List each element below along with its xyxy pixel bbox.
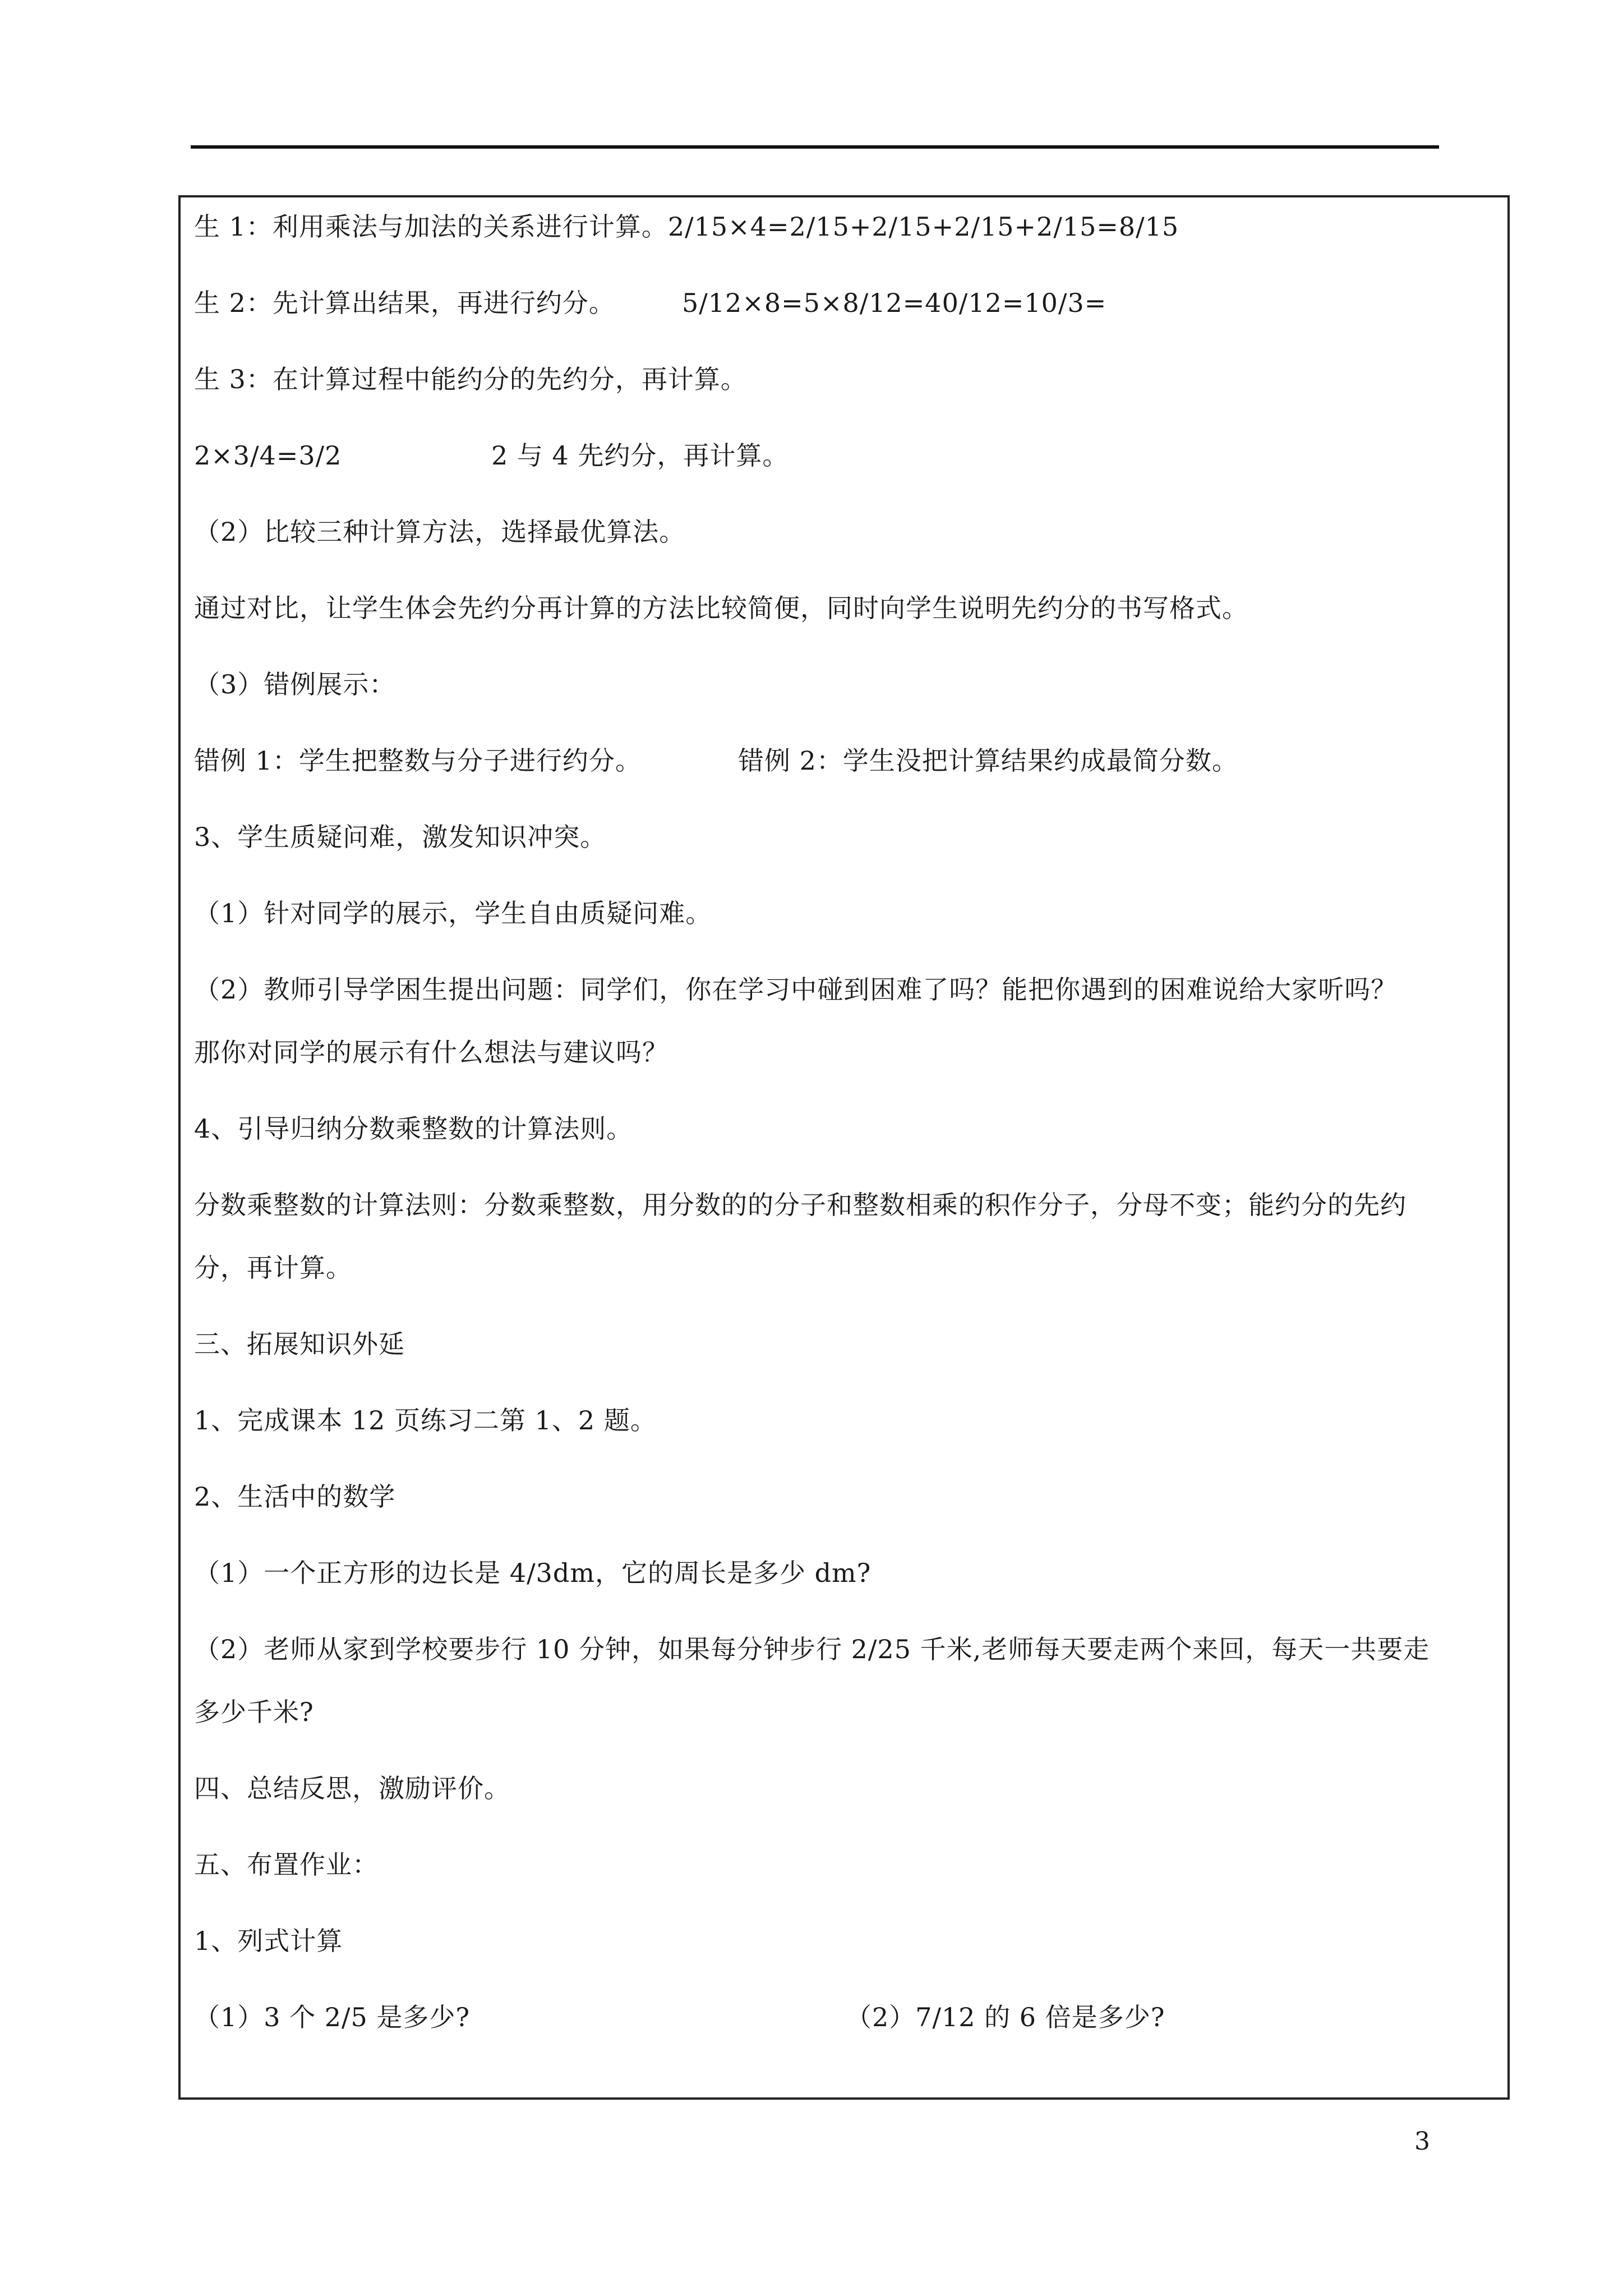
content-table-cell <box>178 195 1510 2100</box>
text-line-homework-1: （1）3 个 2/5 是多少? <box>194 2002 471 2032</box>
text-line-part-4-heading: 四、总结反思，激励评价。 <box>194 1773 510 1803</box>
text-line-questioning-1: （1）针对同学的展示，学生自由质疑问难。 <box>194 898 712 928</box>
text-line-walking-question: （2）老师从家到学校要步行 10 分钟，如果每分钟步行 2/25 千米,老师每天要走两个来回，每天一共要走 <box>194 1634 1430 1664</box>
text-line-part-5-heading: 五、布置作业： <box>194 1849 379 1880</box>
text-line-section-4: 4、引导归纳分数乘整数的计算法则。 <box>194 1114 633 1144</box>
text-line-life-math-heading: 2、生活中的数学 <box>194 1481 396 1512</box>
text-line-formula-note: 2 与 4 先约分，再计算。 <box>491 440 789 471</box>
text-line-textbook-exercise: 1、完成课本 12 页练习二第 1、2 题。 <box>194 1405 657 1435</box>
text-line-section-3: 3、学生质疑问难，激发知识冲突。 <box>194 822 607 852</box>
text-line-student-2-formula: 5/12×8=5×8/12=40/12=10/3= <box>682 288 1107 318</box>
text-line-rule: 分数乘整数的计算法则：分数乘整数，用分数的的分子和整数相乘的积作分子，分母不变；能约分的先约 <box>194 1190 1407 1220</box>
text-line-square-question: （1）一个正方形的边长是 4/3dm，它的周长是多少 dm? <box>194 1558 872 1588</box>
text-line-homework-2: （2）7/12 的 6 倍是多少? <box>846 2002 1165 2032</box>
text-line-error-example-2: 错例 2：学生没把计算结果约成最简分数。 <box>738 746 1238 776</box>
header-rule <box>191 145 1439 149</box>
text-line-formula-example: 2×3/4=3/2 <box>194 440 342 471</box>
text-line-student-3: 生 3：在计算过程中能约分的先约分，再计算。 <box>194 364 747 394</box>
text-line-compare-methods: （2）比较三种计算方法，选择最优算法。 <box>194 517 686 547</box>
text-line-rule-cont: 分，再计算。 <box>194 1253 352 1283</box>
text-line-student-1: 生 1：利用乘法与加法的关系进行计算。2/15×4=2/15+2/15+2/15+2/15=8/15 <box>194 211 1179 242</box>
text-line-questioning-2: （2）教师引导学困生提出问题：同学们，你在学习中碰到困难了吗？能把你遇到的困难说给大家听吗？ <box>194 974 1398 1005</box>
text-line-contrast-explanation: 通过对比，让学生体会先约分再计算的方法比较简便，同时向学生说明先约分的书写格式。 <box>194 593 1248 623</box>
text-line-part-3-heading: 三、拓展知识外延 <box>194 1329 405 1359</box>
page-number: 3 <box>1414 2127 1430 2156</box>
text-line-questioning-2-cont: 那你对同学的展示有什么想法与建议吗？ <box>194 1037 668 1068</box>
text-line-error-examples-heading: （3）错例展示： <box>194 669 396 700</box>
text-line-walking-question-cont: 多少千米? <box>194 1697 314 1727</box>
text-line-error-example-1: 错例 1：学生把整数与分子进行约分。 <box>194 746 642 776</box>
text-line-calc-heading: 1、列式计算 <box>194 1926 343 1956</box>
text-line-student-2: 生 2：先计算出结果，再进行约分。 <box>194 288 615 318</box>
